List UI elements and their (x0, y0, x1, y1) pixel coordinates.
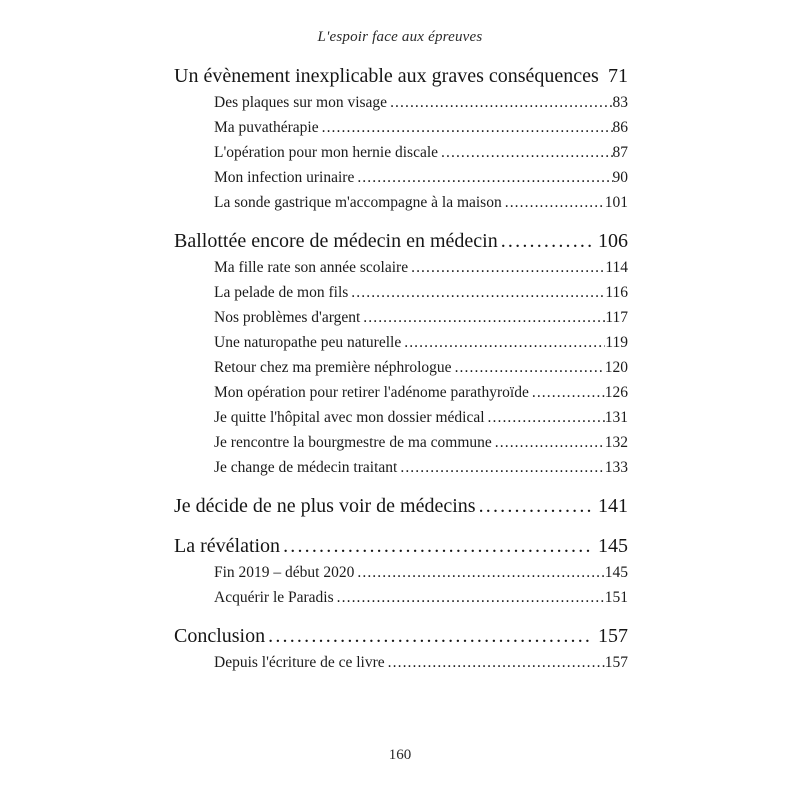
entry-title: Je quitte l'hôpital avec mon dossier médical (214, 409, 485, 426)
dot-leader (363, 305, 605, 330)
entry-title: La sonde gastrique m'accompagne à la maison (214, 194, 502, 211)
toc-entry (174, 405, 628, 430)
dot-leader (268, 622, 593, 650)
chapter-title: La révélation (174, 535, 281, 557)
toc-entry (174, 90, 628, 115)
entry-title: Ma fille rate son année scolaire (214, 259, 409, 276)
dot-leader (322, 115, 613, 140)
toc-section (174, 492, 628, 520)
running-header: L'espoir face aux épreuves (317, 29, 483, 45)
dot-leader (501, 227, 593, 255)
toc-chapter-heading (174, 532, 628, 560)
entry-page-number: 83 (612, 94, 628, 111)
chapter-title: Un évènement inexplicable aux graves conséquences (174, 65, 599, 87)
entry-page-number: 145 (604, 564, 628, 581)
entry-title: Fin 2019 – début 2020 (214, 564, 355, 581)
toc-section (174, 227, 628, 480)
entry-title: Nos problèmes d'argent (214, 309, 361, 326)
dot-leader (411, 255, 605, 280)
toc-section (174, 622, 628, 675)
dot-leader (400, 455, 604, 480)
toc-entry (174, 115, 628, 140)
entry-page-number: 90 (612, 169, 628, 186)
toc-entry (174, 330, 628, 355)
entry-page-number: 133 (604, 459, 628, 476)
toc-subentries (174, 90, 628, 215)
toc-chapter-heading (174, 492, 628, 520)
entry-title: Mon infection urinaire (214, 169, 355, 186)
entry-title: Acquérir le Paradis (214, 589, 334, 606)
dot-leader (351, 280, 605, 305)
entry-page-number: 151 (604, 589, 628, 606)
entry-title: Mon opération pour retirer l'adénome parathyroïde (214, 384, 529, 401)
chapter-page-number: 141 (598, 495, 628, 517)
dot-leader (441, 140, 612, 165)
chapter-page-number: 71 (608, 65, 628, 87)
entry-page-number: 101 (604, 194, 628, 211)
dot-leader (488, 405, 605, 430)
toc-chapter-heading (174, 227, 628, 255)
entry-page-number: 117 (605, 309, 628, 326)
entry-page-number: 86 (612, 119, 628, 136)
entry-page-number: 120 (604, 359, 628, 376)
toc-entry (174, 305, 628, 330)
entry-title: L'opération pour mon hernie discale (214, 144, 439, 161)
toc-entry (174, 585, 628, 610)
dot-leader (479, 492, 593, 520)
dot-leader (388, 650, 605, 675)
dot-leader (357, 165, 612, 190)
entry-title: Je rencontre la bourgmestre de ma commune (214, 434, 492, 451)
toc-entry (174, 455, 628, 480)
chapter-title: Conclusion (174, 625, 266, 647)
chapter-title: Je décide de ne plus voir de médecins (174, 495, 476, 517)
dot-leader (283, 532, 593, 560)
toc-entry (174, 280, 628, 305)
toc-chapter-heading (174, 62, 628, 90)
toc-section (174, 532, 628, 610)
toc-entry (174, 165, 628, 190)
dot-leader (337, 585, 605, 610)
dot-leader (390, 90, 612, 115)
toc-subentries (174, 650, 628, 675)
entry-page-number: 131 (604, 409, 628, 426)
entry-page-number: 132 (604, 434, 628, 451)
toc-entry (174, 650, 628, 675)
table-of-contents (174, 62, 628, 675)
dot-leader (505, 190, 605, 215)
entry-page-number: 116 (605, 284, 628, 301)
toc-entry (174, 430, 628, 455)
dot-leader (495, 430, 605, 455)
toc-subentries (174, 255, 628, 480)
chapter-page-number: 157 (598, 625, 628, 647)
entry-title: La pelade de mon fils (214, 284, 349, 301)
entry-title: Retour chez ma première néphrologue (214, 359, 452, 376)
toc-entry (174, 190, 628, 215)
entry-page-number: 126 (604, 384, 628, 401)
toc-entry (174, 355, 628, 380)
toc-subentries (174, 560, 628, 610)
entry-page-number: 87 (612, 144, 628, 161)
toc-entry (174, 380, 628, 405)
toc-entry (174, 140, 628, 165)
entry-title: Je change de médecin traitant (214, 459, 398, 476)
folio-page-number: 160 (388, 747, 412, 763)
chapter-page-number: 145 (598, 535, 628, 557)
dot-leader (532, 380, 605, 405)
entry-page-number: 157 (604, 654, 628, 671)
chapter-page-number: 106 (598, 230, 628, 252)
dot-leader (404, 330, 605, 355)
entry-title: Ma puvathérapie (214, 119, 319, 136)
entry-title: Une naturopathe peu naturelle (214, 334, 402, 351)
entry-title: Depuis l'écriture de ce livre (214, 654, 385, 671)
dot-leader (455, 355, 605, 380)
entry-title: Des plaques sur mon visage (214, 94, 388, 111)
toc-section (174, 62, 628, 215)
toc-entry (174, 255, 628, 280)
toc-entry (174, 560, 628, 585)
toc-chapter-heading (174, 622, 628, 650)
entry-page-number: 119 (605, 334, 628, 351)
entry-page-number: 114 (605, 259, 628, 276)
dot-leader (357, 560, 604, 585)
chapter-title: Ballottée encore de médecin en médecin (174, 230, 498, 252)
